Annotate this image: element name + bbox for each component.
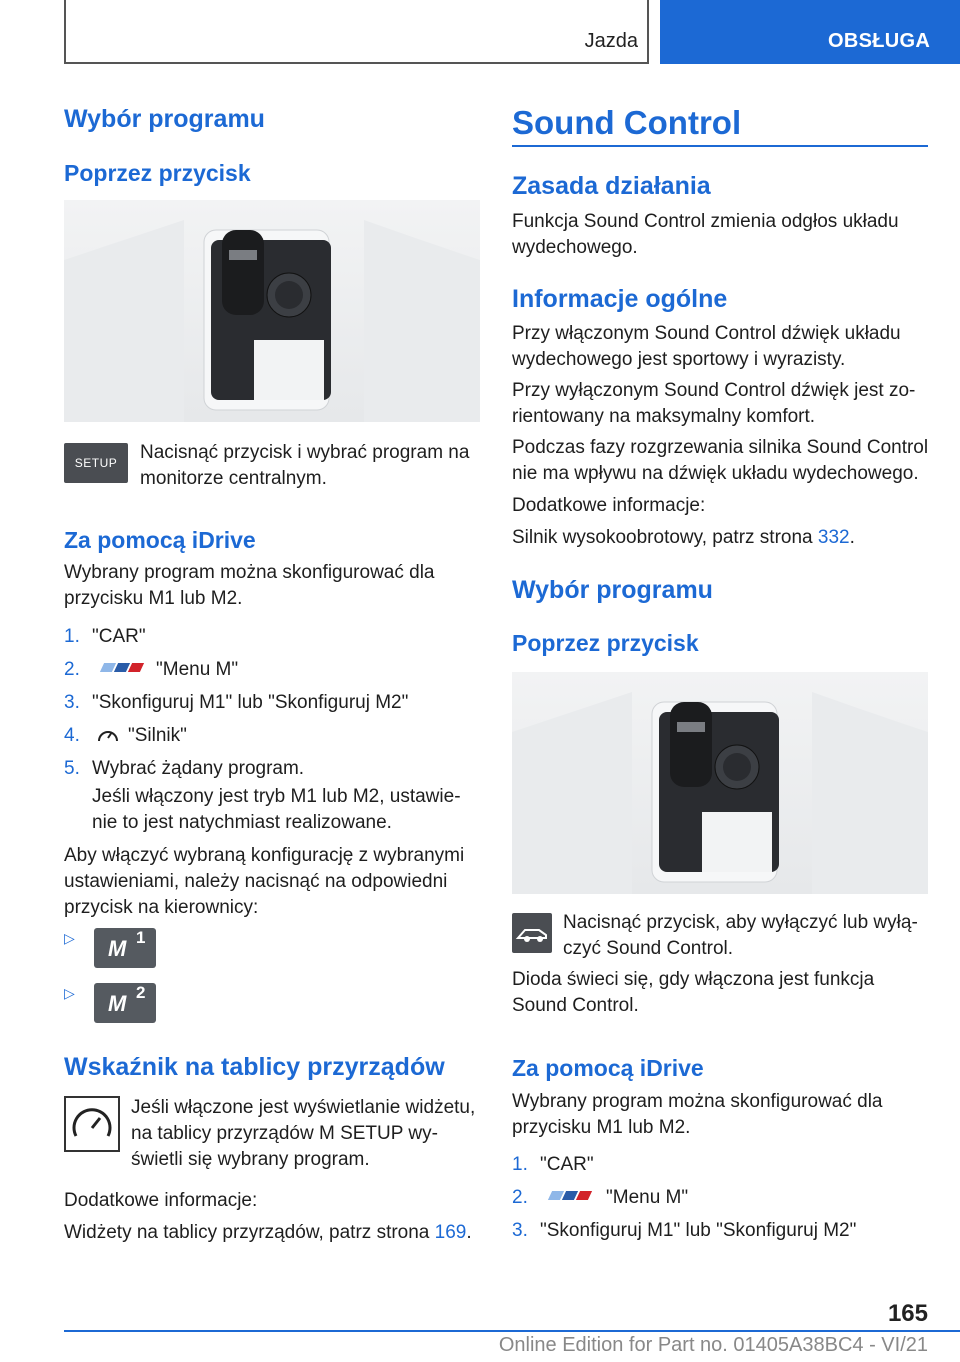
step-number: 1. — [64, 626, 80, 647]
heading-za-pomoca-idrive-right: Za pomocą iDrive — [512, 1055, 704, 1081]
m1-sup: 1 — [136, 928, 146, 947]
widgets-ref-line — [64, 1220, 472, 1246]
general-p1: Przy włączonym Sound Control dźwięk układu wydechowego jest sportowy i wyrazisty. — [512, 323, 901, 370]
m-stripes-icon — [544, 1189, 596, 1203]
setup-button-text: Nacisnąć przycisk i wybrać program na monitorze centralnym. — [140, 442, 470, 489]
step-number: 4. — [64, 725, 80, 746]
m2-button-icon — [94, 983, 156, 1023]
general-p2: Przy wyłączonym Sound Control dźwięk jest zorientowany na maksymalny komfort. — [512, 380, 916, 427]
more-info-label: Dodatkowe informacje: — [512, 495, 706, 516]
chapter-label[interactable]: Jazda — [584, 30, 638, 52]
step-text: "Silnik" — [128, 725, 187, 746]
indicator-text: Jeśli włączone jest wyświetlanie widżetu, na tablicy przyrządów M SETUP wyświetli się wybrany program. — [131, 1097, 476, 1170]
heading-poprzez-przycisk: Poprzez przycisk — [64, 160, 251, 186]
m1-label: M — [108, 936, 127, 961]
widgets-ref-text: Widżety na tablicy przyrządów, patrz strona — [64, 1222, 435, 1243]
heading-wybor-programu: Wybór programu — [64, 105, 265, 133]
bullet-arrow: ▷ — [64, 985, 75, 1001]
step-number: 2. — [64, 659, 80, 680]
idrive-intro-text: Wybrany program można skonfigurować dla przycisku M1 lub M2. — [512, 1091, 883, 1138]
step-text: "Menu M" — [156, 659, 239, 680]
gauge-icon — [96, 724, 120, 746]
step-text: "Skonfiguruj M1" lub "Skonfiguruj M2" — [92, 692, 409, 713]
console-illustration — [64, 200, 480, 422]
page-link-169[interactable]: 169 — [434, 1222, 467, 1243]
page-link-332[interactable]: 332 — [817, 527, 850, 548]
step-number: 1. — [512, 1154, 528, 1175]
edition-footer: Online Edition for Part no. 01405A38BC4 - VI/21 — [498, 1334, 928, 1356]
heading-informacje: Informacje ogólne — [512, 285, 728, 313]
sound-button-text: Nacisnąć przycisk, aby wyłączyć lub wyłączyć Sound Control. — [563, 912, 918, 959]
heading-za-pomoca-idrive: Za pomocą iDrive — [64, 527, 256, 553]
speedometer-icon — [64, 1096, 120, 1152]
m2-label: M — [108, 991, 127, 1016]
step-text: Wybrać żądany program. — [92, 758, 305, 779]
page-title: Sound Control — [512, 104, 742, 141]
led-text: Dioda świeci się, gdy włączona jest funkcja Sound Control. — [512, 969, 875, 1016]
principle-text: Funkcja Sound Control zmienia odgłos układu wydechowego. — [512, 211, 899, 258]
idrive-intro-text: Wybrany program można skonfigurować dla przycisku M1 lub M2. — [64, 562, 435, 609]
step-number: 3. — [512, 1220, 528, 1241]
activate-text: Aby włączyć wybraną konfigurację z wybranymi ustawieniami, należy nacisnąć na odpowiedni przycisk na kierownicy: — [64, 845, 465, 918]
console-photo — [512, 672, 928, 894]
m1-button-icon — [94, 928, 156, 968]
general-p3: Podczas fazy rozgrzewania silnika Sound Control nie ma wpływu na dźwięk układu wydechowego. — [512, 437, 929, 484]
console-illustration — [512, 672, 928, 894]
exhaust-sound-icon — [512, 913, 552, 953]
more-info-label: Dodatkowe informacje: — [64, 1190, 258, 1211]
page-number: 165 — [887, 1300, 928, 1327]
heading-poprzez-przycisk-right: Poprzez przycisk — [512, 630, 699, 656]
step-text: "CAR" — [92, 626, 146, 647]
tab-obsluga-label: OBSŁUGA — [828, 30, 931, 52]
engine-ref-end: . — [849, 527, 855, 548]
heading-zasada: Zasada działania — [512, 172, 711, 200]
console-photo — [64, 200, 480, 422]
step5-note: Jeśli włączony jest tryb M1 lub M2, ustawienie to jest natychmiast realizowane. — [92, 786, 461, 833]
heading-wybor-programu-right: Wybór programu — [512, 576, 713, 604]
m-stripes-icon — [96, 661, 148, 675]
step-number: 3. — [64, 692, 80, 713]
step-text: "Skonfiguruj M1" lub "Skonfiguruj M2" — [540, 1220, 857, 1241]
title-rule — [512, 145, 928, 147]
widgets-ref-end: . — [466, 1222, 472, 1243]
engine-ref-line — [512, 525, 855, 551]
setup-button-icon: SETUP — [64, 443, 128, 483]
heading-wskaznik: Wskaźnik na tablicy przyrządów — [64, 1053, 445, 1081]
tab-obsluga[interactable] — [660, 0, 960, 64]
engine-ref-text: Silnik wysokoobrotowy, patrz strona — [512, 527, 818, 548]
step-number: 2. — [512, 1187, 528, 1208]
m2-sup: 2 — [136, 983, 146, 1002]
step-text: "Menu M" — [606, 1187, 689, 1208]
step-text: "CAR" — [540, 1154, 594, 1175]
footer-rule — [64, 1330, 960, 1332]
step-number: 5. — [64, 758, 80, 779]
bullet-arrow: ▷ — [64, 930, 75, 946]
